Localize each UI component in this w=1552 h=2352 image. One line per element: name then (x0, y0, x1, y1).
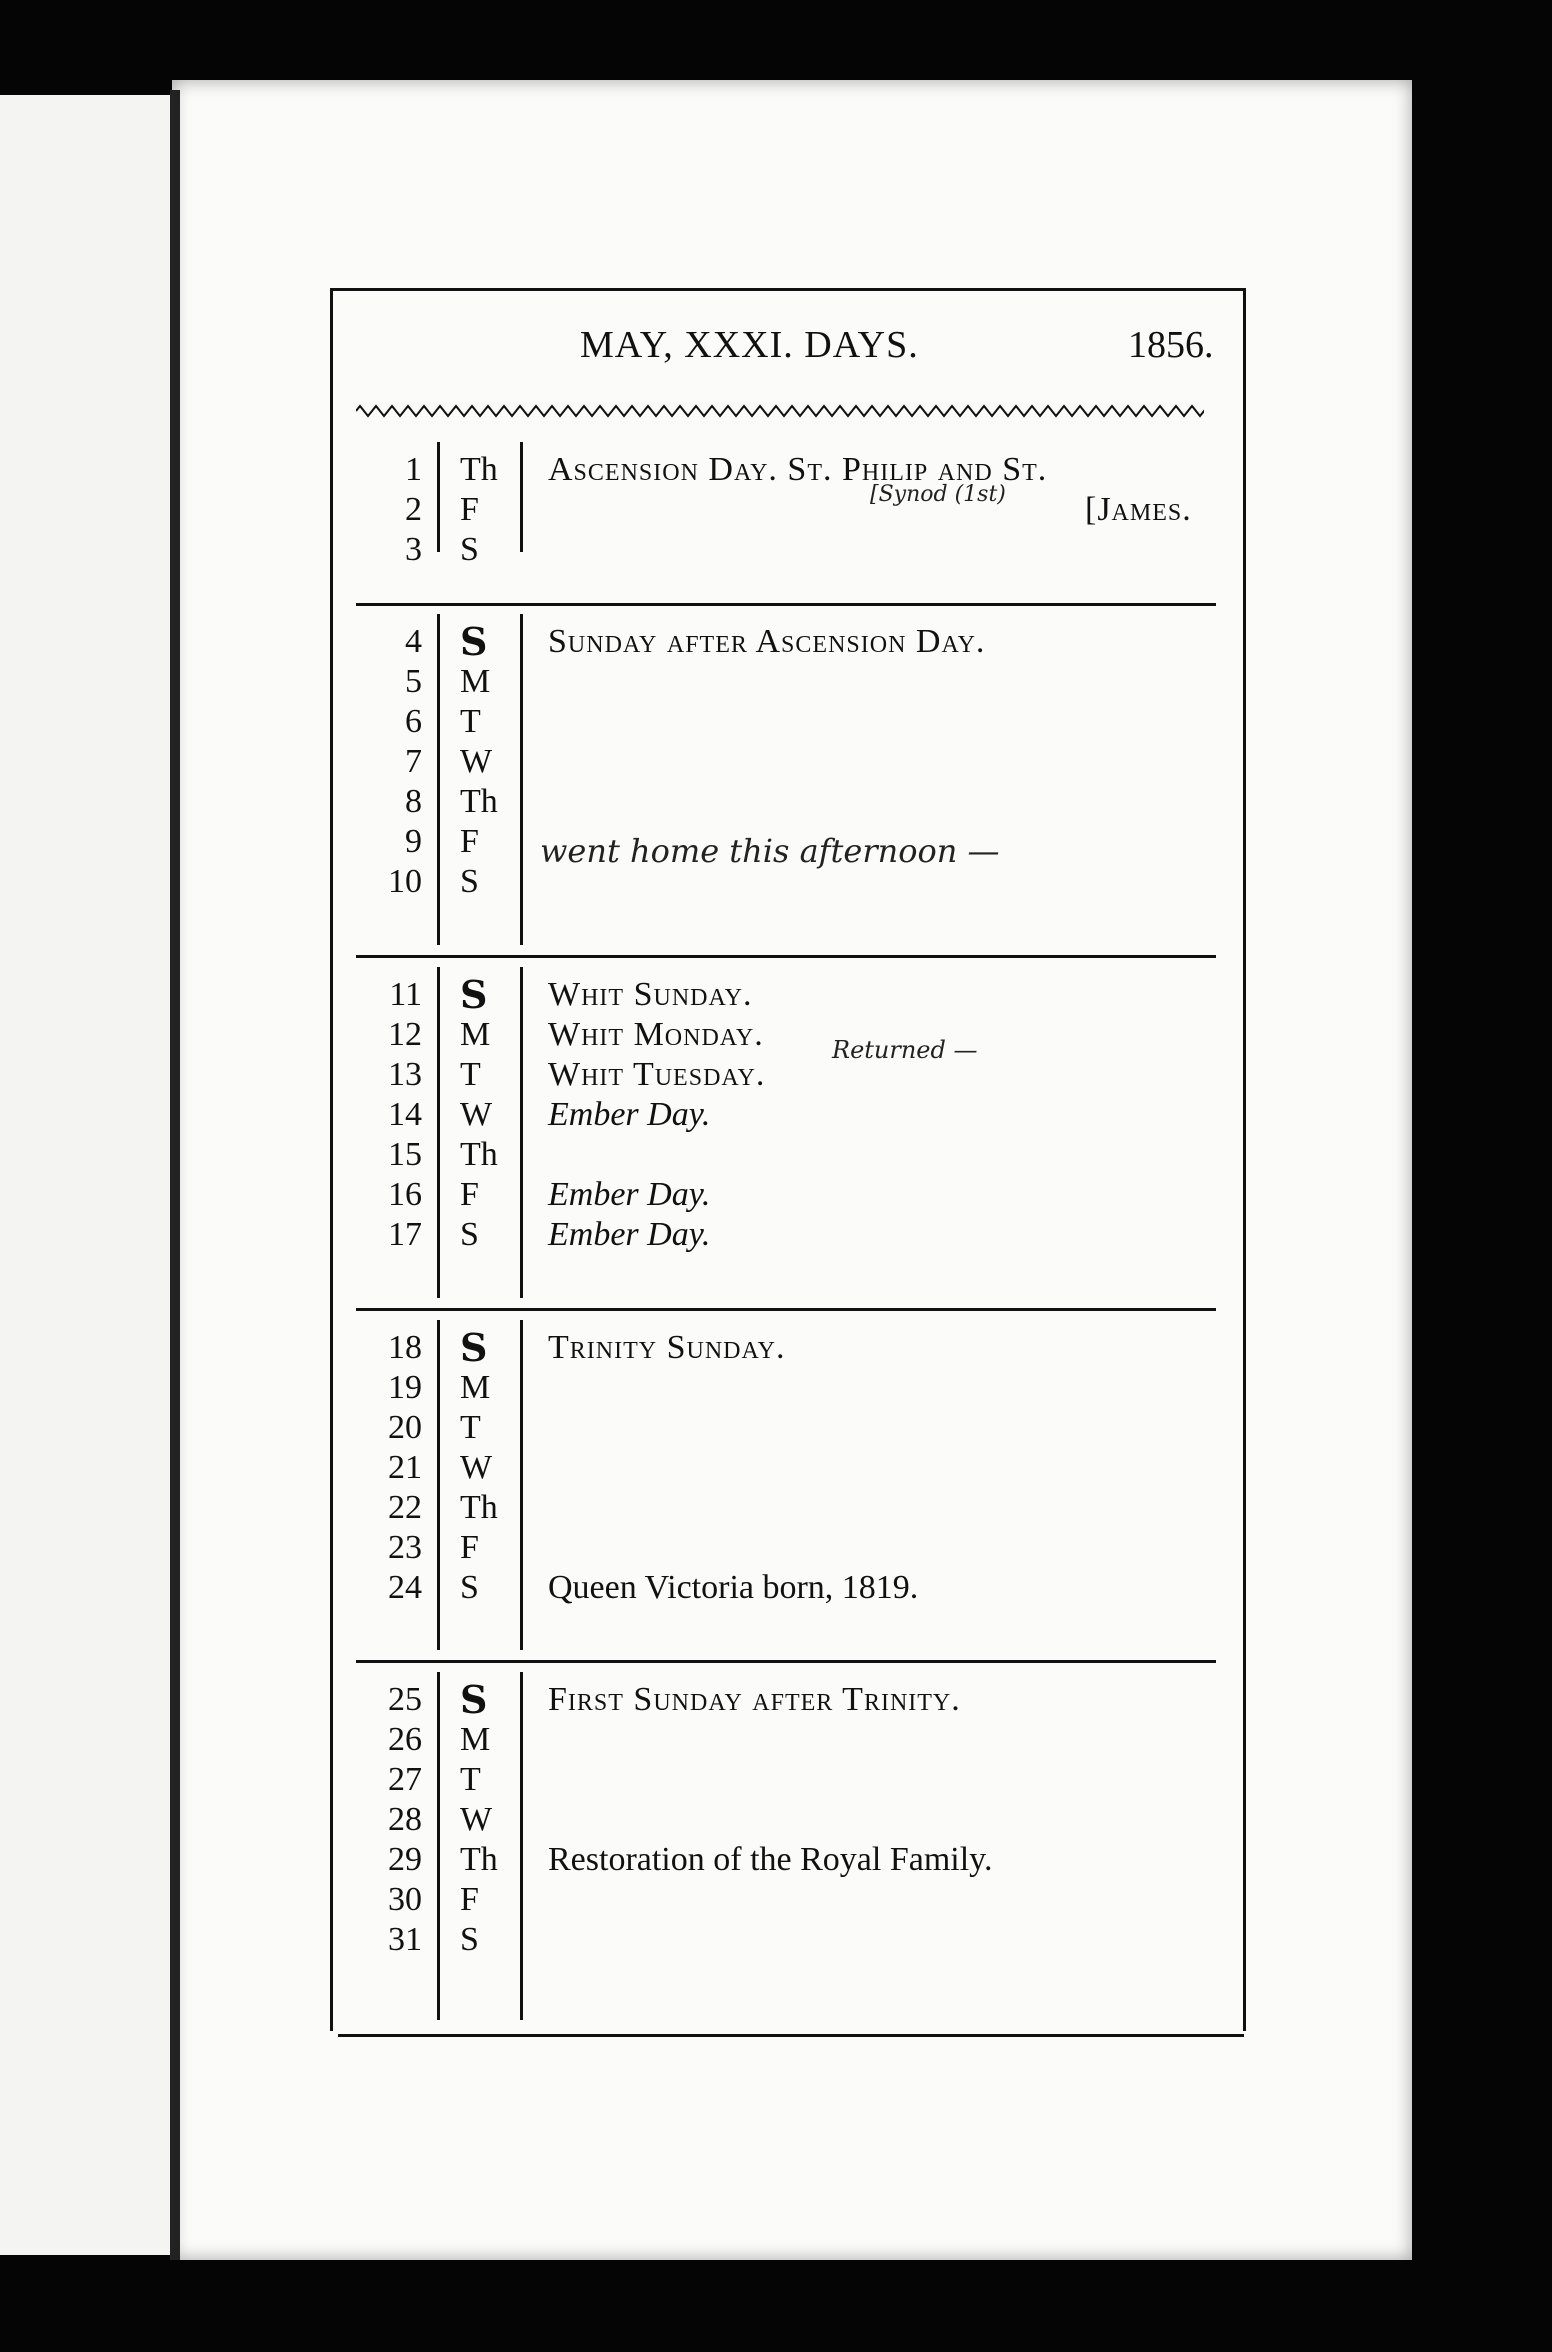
day-number: 25 (388, 1681, 422, 1718)
book-spine (170, 90, 180, 2260)
day-number: 14 (388, 1096, 422, 1133)
day-event: Sunday after Ascension Day. (548, 623, 986, 660)
day-number-column-rule (437, 967, 440, 1298)
weekday-letter: F (460, 491, 479, 528)
day-event: Trinity Sunday. (548, 1329, 786, 1366)
weekday-letter: T (460, 703, 481, 740)
handwritten-note: Returned — (832, 1036, 978, 1064)
weekday-letter: F (460, 823, 479, 860)
day-number: 7 (405, 743, 422, 780)
weekday-letter: W (460, 1801, 493, 1838)
weekday-letter: T (460, 1409, 481, 1446)
weekday-letter: M (460, 663, 491, 700)
day-number: 16 (388, 1176, 422, 1213)
day-number: 30 (388, 1881, 422, 1918)
weekday-letter: W (460, 1449, 493, 1486)
weekday-letter: M (460, 1369, 491, 1406)
day-number: 22 (388, 1489, 422, 1526)
handwritten-note: [Synod (1st) (870, 482, 1006, 507)
day-event: Ascension Day. St. Philip and St. (548, 451, 1048, 488)
day-event: Whit Tuesday. (548, 1056, 766, 1093)
day-number: 24 (388, 1569, 422, 1606)
day-number-column-rule (437, 1320, 440, 1650)
day-number: 1 (405, 451, 422, 488)
day-number: 20 (388, 1409, 422, 1446)
day-number: 8 (405, 783, 422, 820)
left-page (0, 95, 180, 2255)
day-number: 17 (388, 1216, 422, 1253)
day-number: 5 (405, 663, 422, 700)
week-divider (356, 603, 1216, 606)
day-event: Ember Day. (548, 1096, 711, 1133)
weekday-column-rule (520, 1320, 523, 1650)
weekday-letter: S (460, 1325, 488, 1370)
day-number: 15 (388, 1136, 422, 1173)
weekday-letter: F (460, 1529, 479, 1566)
weekday-letter: W (460, 1096, 493, 1133)
weekday-letter: S (460, 1677, 488, 1722)
weekday-column-rule (520, 614, 523, 945)
day-number: 2 (405, 491, 422, 528)
handwritten-note: went home this afternoon — (540, 832, 1000, 870)
weekday-letter: S (460, 1921, 479, 1958)
week-divider (356, 955, 1216, 958)
wavy-divider (356, 402, 1204, 420)
weekday-letter: Th (460, 783, 498, 820)
day-number-column-rule (437, 1672, 440, 2020)
weekday-letter: M (460, 1721, 491, 1758)
day-number: 29 (388, 1841, 422, 1878)
weekday-letter: S (460, 863, 479, 900)
day-event: Queen Victoria born, 1819. (548, 1569, 919, 1606)
day-number: 6 (405, 703, 422, 740)
day-event: Whit Monday. (548, 1016, 764, 1053)
day-number: 13 (388, 1056, 422, 1093)
weekday-letter: Th (460, 1136, 498, 1173)
weekday-letter: Th (460, 1489, 498, 1526)
weekday-letter: Th (460, 451, 498, 488)
day-number: 4 (405, 623, 422, 660)
weekday-letter: M (460, 1016, 491, 1053)
day-number: 26 (388, 1721, 422, 1758)
day-event: Ember Day. (548, 1176, 711, 1213)
day-event: First Sunday after Trinity. (548, 1681, 961, 1718)
weekday-column-rule (520, 442, 523, 552)
day-number: 19 (388, 1369, 422, 1406)
day-number-column-rule (437, 442, 440, 552)
weekday-letter: S (460, 1216, 479, 1253)
week-divider (356, 1308, 1216, 1311)
day-number: 10 (388, 863, 422, 900)
day-number: 27 (388, 1761, 422, 1798)
weekday-letter: S (460, 972, 488, 1017)
day-number: 18 (388, 1329, 422, 1366)
weekday-letter: S (460, 619, 488, 664)
calendar-bottom-rule (338, 2034, 1244, 2037)
day-number: 9 (405, 823, 422, 860)
day-number: 23 (388, 1529, 422, 1566)
day-event: Ember Day. (548, 1216, 711, 1253)
day-number-column-rule (437, 614, 440, 945)
day-number: 3 (405, 531, 422, 568)
day-event: [James. (1085, 491, 1192, 528)
day-number: 12 (388, 1016, 422, 1053)
page-title: MAY, XXXI. DAYS. (580, 324, 919, 366)
weekday-letter: S (460, 531, 479, 568)
day-number: 21 (388, 1449, 422, 1486)
day-event: Restoration of the Royal Family. (548, 1841, 993, 1878)
weekday-letter: S (460, 1569, 479, 1606)
weekday-column-rule (520, 967, 523, 1298)
page-year: 1856. (1128, 324, 1214, 366)
day-number: 28 (388, 1801, 422, 1838)
weekday-column-rule (520, 1672, 523, 2020)
weekday-letter: W (460, 743, 493, 780)
weekday-letter: T (460, 1056, 481, 1093)
day-number: 11 (389, 976, 422, 1013)
weekday-letter: F (460, 1881, 479, 1918)
week-divider (356, 1660, 1216, 1663)
weekday-letter: Th (460, 1841, 498, 1878)
weekday-letter: F (460, 1176, 479, 1213)
day-event: Whit Sunday. (548, 976, 753, 1013)
weekday-letter: T (460, 1761, 481, 1798)
day-number: 31 (388, 1921, 422, 1958)
